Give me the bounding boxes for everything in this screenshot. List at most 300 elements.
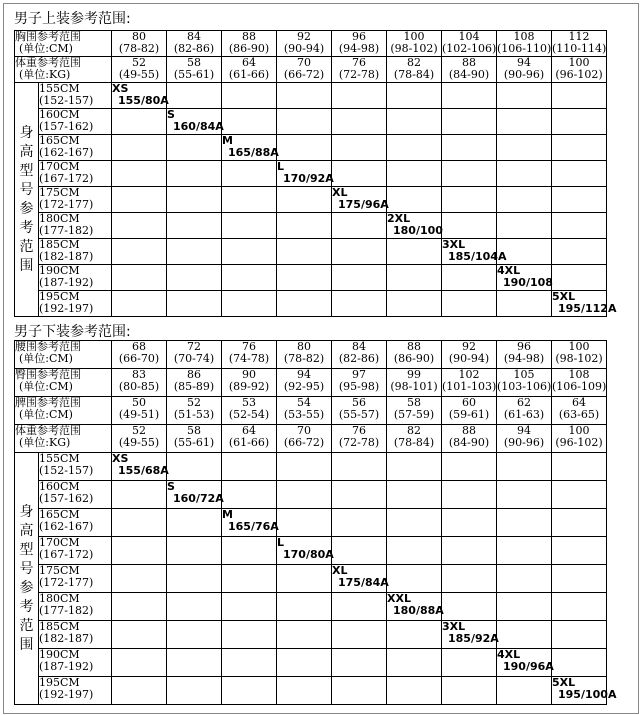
measurement-range: (101-103) (442, 380, 497, 393)
measurement-label: 胸围参考范围 (15, 30, 81, 43)
empty-cell (552, 135, 607, 161)
empty-cell (222, 565, 277, 593)
measurement-value-cell (497, 31, 552, 57)
measurement-value: 70 (297, 424, 311, 437)
empty-cell (332, 481, 387, 509)
measurement-value: 94 (517, 424, 531, 437)
empty-cell (277, 109, 332, 135)
measurement-range: (78-82) (118, 42, 160, 55)
measurement-range: (98-102) (555, 352, 603, 365)
measurement-value-cell (552, 369, 607, 397)
empty-cell (552, 565, 607, 593)
measurement-value-cell (112, 31, 167, 57)
empty-cell (112, 677, 167, 705)
height-label-cell (39, 649, 112, 677)
measurement-value-cell (277, 31, 332, 57)
measurement-value-cell (332, 31, 387, 57)
measurement-range: (106-109) (552, 380, 607, 393)
empty-cell (497, 291, 552, 317)
empty-cell (222, 593, 277, 621)
height-value: 185CM (39, 620, 80, 633)
height-label-cell (39, 621, 112, 649)
size-code: 190/108 (503, 276, 553, 289)
measurement-range: (61-66) (228, 436, 270, 449)
measurement-value: 100 (568, 340, 590, 353)
height-row (15, 109, 607, 135)
measurement-value-cell (387, 57, 442, 83)
empty-cell (167, 83, 222, 109)
height-range: (182-187) (39, 250, 94, 263)
empty-cell (387, 265, 442, 291)
size-label: XL (332, 186, 348, 199)
empty-cell (332, 291, 387, 317)
height-row (15, 481, 607, 509)
empty-cell (332, 593, 387, 621)
empty-cell (222, 453, 277, 481)
measurement-value: 88 (407, 340, 421, 353)
size-code: 170/92A (283, 172, 334, 185)
measurement-value-cell (222, 369, 277, 397)
size-cell (552, 676, 617, 705)
measurement-range: (95-98) (338, 380, 380, 393)
empty-cell (552, 453, 607, 481)
empty-cell (222, 213, 277, 239)
measurement-unit: (单位:CM) (19, 408, 73, 421)
measurement-value: 86 (187, 368, 201, 381)
size-code: 195/100A (558, 688, 617, 701)
height-range: (162-167) (39, 520, 94, 533)
height-value: 185CM (39, 238, 80, 251)
size-label: XXL (387, 592, 411, 605)
empty-cell (442, 649, 497, 677)
empty-cell (442, 593, 497, 621)
empty-cell (497, 677, 552, 705)
height-range: (192-197) (39, 302, 94, 315)
height-label-cell (39, 453, 112, 481)
measurement-value: 94 (517, 56, 531, 69)
empty-cell (277, 135, 332, 161)
empty-cell (222, 239, 277, 265)
height-row (15, 161, 607, 187)
empty-cell (112, 135, 167, 161)
empty-cell (497, 109, 552, 135)
measurement-label-cell (15, 341, 112, 369)
size-code: 175/96A (338, 198, 389, 211)
empty-cell (332, 677, 387, 705)
measurement-value-cell (442, 31, 497, 57)
empty-cell (222, 649, 277, 677)
empty-cell (332, 453, 387, 481)
measurement-value: 52 (187, 396, 201, 409)
empty-cell (387, 677, 442, 705)
measurement-range: (51-53) (173, 408, 215, 421)
empty-cell (497, 481, 552, 509)
measurement-value-cell (552, 341, 607, 369)
measurement-value: 112 (568, 30, 590, 43)
measurement-range: (94-98) (338, 42, 380, 55)
empty-cell (497, 621, 552, 649)
measurement-range: (84-90) (448, 68, 490, 81)
measurement-label: 体重参考范围 (15, 424, 81, 437)
measurement-range: (102-106) (442, 42, 497, 55)
measurement-value: 88 (462, 424, 476, 437)
height-row (15, 453, 607, 481)
measurement-value-cell (497, 341, 552, 369)
empty-cell (497, 453, 552, 481)
measurement-range: (82-86) (338, 352, 380, 365)
measurement-value: 92 (297, 30, 311, 43)
height-row (15, 83, 607, 109)
empty-cell (497, 83, 552, 109)
measurement-range: (55-57) (338, 408, 380, 421)
empty-cell (387, 621, 442, 649)
measurement-range: (49-51) (118, 408, 160, 421)
measurement-value: 96 (517, 340, 531, 353)
size-cell (552, 290, 617, 317)
height-range: (172-177) (39, 198, 94, 211)
measurement-value-cell (277, 341, 332, 369)
height-value: 160CM (39, 108, 80, 121)
measurement-value: 82 (407, 424, 421, 437)
measurement-value-cell (112, 57, 167, 83)
height-value: 195CM (39, 676, 80, 689)
measurement-value: 92 (462, 340, 476, 353)
empty-cell (387, 161, 442, 187)
size-cell (112, 453, 167, 481)
empty-cell (552, 649, 607, 677)
measurement-range: (80-85) (118, 380, 160, 393)
measurement-value: 72 (187, 340, 201, 353)
measurement-value-cell (167, 57, 222, 83)
measurement-value: 80 (297, 340, 311, 353)
size-label: L (277, 536, 285, 549)
measurement-value-cell (167, 425, 222, 453)
empty-cell (497, 509, 552, 537)
height-side-label (15, 83, 39, 317)
empty-cell (222, 621, 277, 649)
empty-cell (112, 481, 167, 509)
measurement-range: (103-106) (497, 380, 552, 393)
measurement-range: (90-96) (503, 68, 545, 81)
empty-cell (442, 677, 497, 705)
empty-cell (552, 213, 607, 239)
measurement-value-cell (497, 57, 552, 83)
height-row (15, 135, 607, 161)
empty-cell (387, 135, 442, 161)
empty-cell (387, 649, 442, 677)
empty-cell (442, 453, 497, 481)
empty-cell (277, 509, 332, 537)
measurement-value-cell (112, 425, 167, 453)
measurement-label-cell (15, 397, 112, 425)
height-row (15, 537, 607, 565)
measurement-range: (78-84) (393, 68, 435, 81)
height-value: 155CM (39, 82, 80, 95)
measurement-value: 90 (242, 368, 256, 381)
empty-cell (552, 621, 607, 649)
size-label: 3XL (442, 620, 466, 633)
measurement-value: 76 (352, 424, 366, 437)
size-code: 185/92A (448, 632, 499, 645)
measurement-value: 84 (352, 340, 366, 353)
height-value: 180CM (39, 592, 80, 605)
empty-cell (277, 83, 332, 109)
measurement-value-cell (387, 369, 442, 397)
measurement-value: 83 (132, 368, 146, 381)
size-label: 4XL (497, 648, 521, 661)
empty-cell (442, 83, 497, 109)
empty-cell (112, 161, 167, 187)
measurement-range: (94-98) (503, 352, 545, 365)
measurement-value: 50 (132, 396, 146, 409)
measurement-value-cell (222, 31, 277, 57)
size-code: 175/84A (338, 576, 389, 589)
measurement-value-cell (332, 425, 387, 453)
empty-cell (442, 509, 497, 537)
size-cell (277, 161, 332, 187)
measurement-value-cell (277, 369, 332, 397)
empty-cell (277, 453, 332, 481)
measurement-value-cell (442, 341, 497, 369)
empty-cell (112, 621, 167, 649)
measurement-value: 76 (352, 56, 366, 69)
measurement-range: (98-101) (390, 380, 438, 393)
empty-cell (112, 291, 167, 317)
empty-cell (277, 239, 332, 265)
empty-cell (442, 187, 497, 213)
empty-cell (112, 565, 167, 593)
empty-cell (167, 239, 222, 265)
empty-cell (332, 509, 387, 537)
measurement-range: (61-63) (503, 408, 545, 421)
measurement-label-cell (15, 57, 112, 83)
measurement-value: 62 (517, 396, 531, 409)
measurement-value-cell (552, 397, 607, 425)
measurement-value-cell (222, 57, 277, 83)
height-label-cell (39, 109, 112, 135)
empty-cell (442, 161, 497, 187)
measurement-unit: (单位:CM) (19, 352, 73, 365)
height-value: 175CM (39, 564, 80, 577)
empty-cell (552, 509, 607, 537)
size-label: 5XL (552, 290, 576, 303)
empty-cell (552, 239, 607, 265)
height-row (15, 213, 607, 239)
height-range: (177-182) (39, 604, 94, 617)
bottom-size-table (14, 340, 617, 705)
measurement-value-cell (332, 369, 387, 397)
measurement-range: (96-102) (555, 436, 603, 449)
measurement-value: 70 (297, 56, 311, 69)
side-label-text: 身高型号参考范围 (19, 124, 34, 274)
empty-cell (387, 239, 442, 265)
measurement-range: (78-84) (393, 436, 435, 449)
measurement-value: 108 (568, 368, 590, 381)
empty-cell (387, 537, 442, 565)
measurement-value: 56 (352, 396, 366, 409)
height-label-cell (39, 565, 112, 593)
empty-cell (552, 161, 607, 187)
measurement-header-row (15, 369, 607, 397)
measurement-value: 68 (132, 340, 146, 353)
size-cell (442, 621, 497, 649)
empty-cell (332, 649, 387, 677)
measurement-unit: (单位:CM) (19, 42, 73, 55)
measurement-value: 76 (242, 340, 256, 353)
height-value: 165CM (39, 134, 80, 147)
size-cell (167, 109, 222, 135)
top-section-title: 男子上装参考范围: (14, 11, 131, 27)
measurement-range: (57-59) (393, 408, 435, 421)
measurement-range: (66-72) (283, 436, 325, 449)
empty-cell (112, 239, 167, 265)
empty-cell (442, 135, 497, 161)
size-cell (497, 265, 552, 291)
height-range: (152-157) (39, 94, 94, 107)
bottom-section-title: 男子下装参考范围: (14, 324, 131, 340)
measurement-value: 52 (132, 424, 146, 437)
measurement-header-row (15, 397, 607, 425)
empty-cell (167, 621, 222, 649)
size-code: 170/80A (283, 548, 334, 561)
empty-cell (332, 621, 387, 649)
height-label-cell (39, 135, 112, 161)
measurement-range: (72-78) (338, 68, 380, 81)
height-value: 170CM (39, 160, 80, 173)
measurement-value: 58 (187, 424, 201, 437)
empty-cell (552, 109, 607, 135)
height-label-cell (39, 265, 112, 291)
measurement-value-cell (442, 425, 497, 453)
measurement-range: (90-94) (448, 352, 490, 365)
measurement-value: 88 (462, 56, 476, 69)
height-row (15, 677, 607, 705)
size-label: L (277, 160, 285, 173)
measurement-range: (90-94) (283, 42, 325, 55)
measurement-label: 臀围参考范围 (15, 368, 81, 381)
size-cell (167, 481, 222, 509)
empty-cell (332, 537, 387, 565)
measurement-label: 脾围参考范围 (15, 396, 81, 409)
measurement-range: (106-110) (497, 42, 552, 55)
measurement-value-cell (277, 397, 332, 425)
size-cell (387, 593, 442, 621)
size-label: XL (332, 564, 348, 577)
empty-cell (112, 509, 167, 537)
measurement-value-cell (332, 57, 387, 83)
empty-cell (167, 453, 222, 481)
height-range: (162-167) (39, 146, 94, 159)
measurement-value: 60 (462, 396, 476, 409)
size-code: 165/76A (228, 520, 279, 533)
empty-cell (112, 649, 167, 677)
empty-cell (277, 593, 332, 621)
measurement-value: 80 (132, 30, 146, 43)
height-row (15, 187, 607, 213)
size-cell (332, 565, 387, 593)
measurement-value-cell (442, 369, 497, 397)
measurement-value-cell (167, 369, 222, 397)
height-label-cell (39, 213, 112, 239)
measurement-value-cell (552, 425, 607, 453)
empty-cell (497, 187, 552, 213)
empty-cell (387, 453, 442, 481)
size-label: XS (112, 452, 129, 465)
measurement-value-cell (387, 31, 442, 57)
measurement-range: (85-89) (173, 380, 215, 393)
empty-cell (497, 213, 552, 239)
height-row (15, 621, 607, 649)
height-row (15, 291, 607, 317)
measurement-range: (66-72) (283, 68, 325, 81)
measurement-value: 105 (513, 368, 535, 381)
empty-cell (387, 481, 442, 509)
measurement-value: 88 (242, 30, 256, 43)
height-range: (157-162) (39, 492, 94, 505)
measurement-value: 94 (297, 368, 311, 381)
measurement-range: (86-90) (393, 352, 435, 365)
measurement-value: 58 (407, 396, 421, 409)
empty-cell (497, 537, 552, 565)
empty-cell (112, 265, 167, 291)
measurement-value-cell (277, 425, 332, 453)
empty-cell (332, 135, 387, 161)
size-code: 155/68A (118, 464, 169, 477)
empty-cell (497, 565, 552, 593)
side-label-text: 身高型号参考范围 (19, 503, 34, 653)
height-label-cell (39, 481, 112, 509)
measurement-unit: (单位:KG) (19, 68, 71, 81)
empty-cell (167, 677, 222, 705)
measurement-value: 64 (572, 396, 586, 409)
measurement-value: 97 (352, 368, 366, 381)
measurement-value-cell (552, 31, 607, 57)
measurement-unit: (单位:KG) (19, 436, 71, 449)
empty-cell (277, 291, 332, 317)
size-label: 2XL (387, 212, 411, 225)
empty-cell (387, 109, 442, 135)
size-code: 180/88A (393, 604, 444, 617)
measurement-value-cell (442, 397, 497, 425)
empty-cell (222, 161, 277, 187)
height-value: 180CM (39, 212, 80, 225)
height-range: (177-182) (39, 224, 94, 237)
empty-cell (497, 135, 552, 161)
size-code: 165/88A (228, 146, 279, 159)
measurement-range: (53-55) (283, 408, 325, 421)
size-label: S (167, 108, 175, 121)
measurement-value: 58 (187, 56, 201, 69)
measurement-value: 100 (568, 424, 590, 437)
measurement-range: (84-90) (448, 436, 490, 449)
measurement-value-cell (112, 397, 167, 425)
empty-cell (332, 265, 387, 291)
measurement-range: (72-78) (338, 436, 380, 449)
empty-cell (167, 135, 222, 161)
measurement-label-cell (15, 425, 112, 453)
measurement-header-row (15, 341, 607, 369)
measurement-value: 100 (403, 30, 425, 43)
measurement-range: (82-86) (173, 42, 215, 55)
size-code: 160/72A (173, 492, 224, 505)
measurement-range: (110-114) (552, 42, 607, 55)
height-row (15, 593, 607, 621)
measurement-range: (96-102) (555, 68, 603, 81)
empty-cell (222, 291, 277, 317)
empty-cell (167, 509, 222, 537)
measurement-header-row (15, 57, 607, 83)
measurement-header-row (15, 425, 607, 453)
